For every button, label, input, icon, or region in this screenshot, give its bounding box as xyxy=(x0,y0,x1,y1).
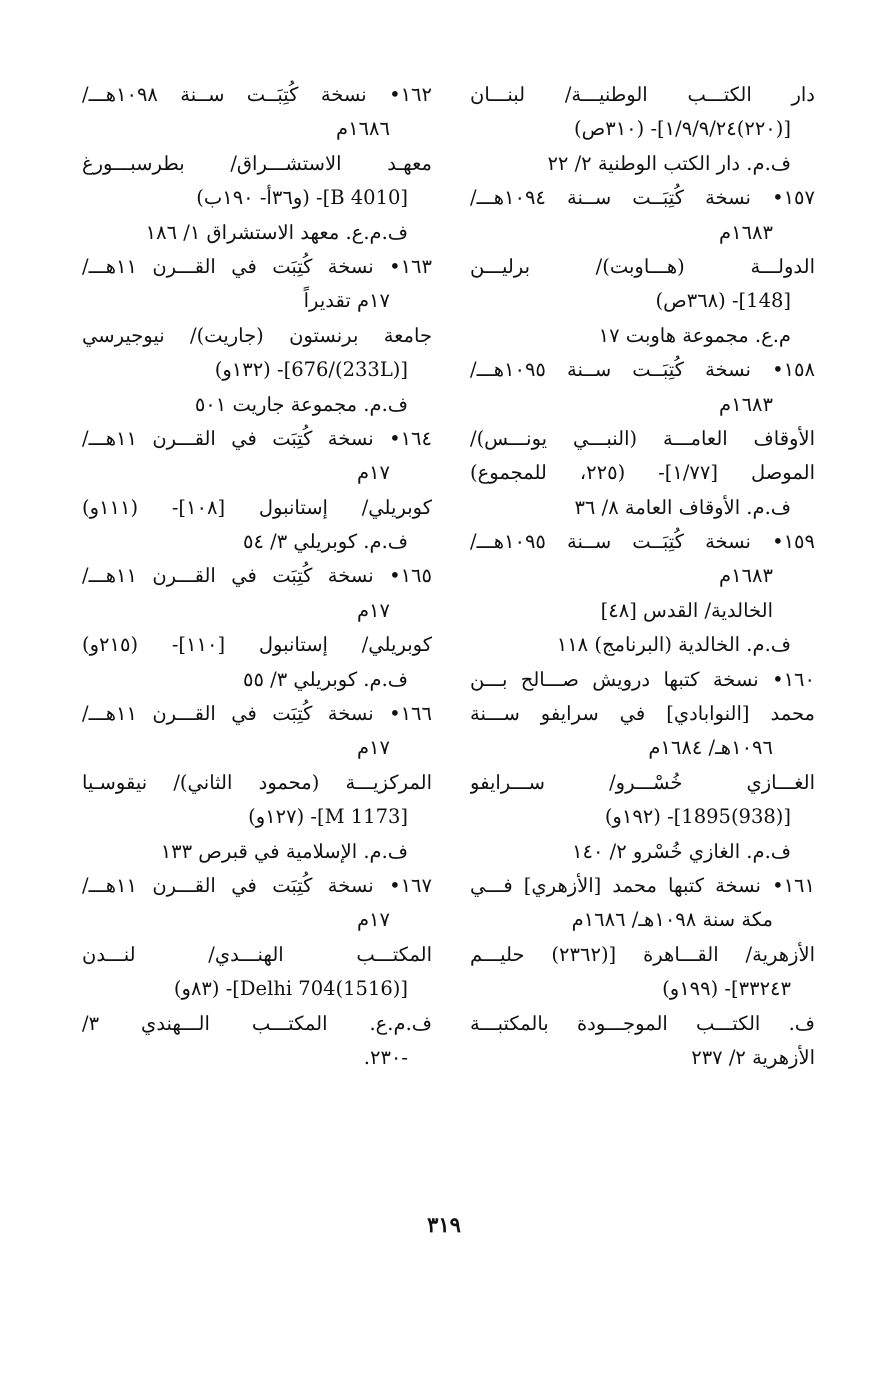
entry-heading: ١٥٨• نسخة كُتِبَــت ســنة ١٠٩٥هـــ/ xyxy=(470,358,815,382)
text-line: ف.م. الخالدية (البرنامج) ١١٨ xyxy=(556,633,791,657)
text-line: ١٧م xyxy=(356,598,390,622)
text-line: م.ع. مجموعة هاوبت ١٧ xyxy=(598,323,791,347)
text-line: [B 4010]- (و٣٦أ- ١٩٠ب) xyxy=(196,186,408,210)
text-line: محمد [النوابادي] في سرايفو ســـنة xyxy=(470,702,815,726)
text-line: كوبريلي/ إستانبول [١٠٨]- (١١١و) xyxy=(82,495,432,519)
text-line: ف.م.ع. معهد الاستشراق ١/ ١٨٦ xyxy=(145,220,408,244)
text-line: ١٦٨٣م xyxy=(719,392,773,416)
text-line: ف.م. كوبريلي ٣/ ٥٤ xyxy=(243,530,408,554)
text-line: [148]- (٣٦٨ص) xyxy=(655,289,791,313)
text-line: الخالدية/ القدس [٤٨] xyxy=(600,598,773,622)
text-line: الموصل [١/٧٧]- (٢٢٥، للمجموع) xyxy=(470,461,815,485)
entry-heading: ١٦٧• نسخة كُتِبَت في القـــرن ١١هـــ/ xyxy=(82,873,432,897)
text-line: ١٧م تقديراً xyxy=(303,289,390,313)
text-line: ١٦٨٣م xyxy=(719,564,773,588)
page-number: ٣١٩ xyxy=(427,1212,461,1237)
text-line: ف. الكتـــب الموجـــودة بالمكتبـــة xyxy=(470,1011,815,1035)
text-line: ١٦٨٦م xyxy=(336,117,390,141)
text-line: ف.م. دار الكتب الوطنية ٢/ ٢٢ xyxy=(547,151,791,175)
text-line: معهـد الاستشـــراق/ بطرسبـــورغ xyxy=(82,151,432,175)
entry-heading: ١٦٠• نسخة كتبها درويش صـــالح بـــن xyxy=(470,667,815,691)
text-line: ١٦٨٣م xyxy=(719,220,773,244)
text-line: ١٧م xyxy=(356,736,390,760)
text-line: المكتـــب الهنـــدي/ لنـــدن xyxy=(82,942,432,966)
text-line: [(1516)Delhi 704]- (٨٣و) xyxy=(173,977,408,1001)
text-line: ١٧م xyxy=(356,908,390,932)
text-line: المركزيـــة (محمود الثاني)/ نيقوسـيا xyxy=(82,770,432,794)
text-line: ف.م. مجموعة جاريت ٥٠١ xyxy=(194,392,408,416)
text-line: [(938)1895]- (١٩٢و) xyxy=(604,805,791,829)
text-line: ف.م. كوبريلي ٣/ ٥٥ xyxy=(243,667,408,691)
text-line: الدولـــة (هـــاوبت)/ برليـــن xyxy=(470,254,815,278)
text-line: ف.م.ع. المكتـــب الـــهندي ٣/ xyxy=(82,1011,432,1035)
text-line: [(233L)/676]- (١٣٢و) xyxy=(214,358,408,382)
text-line: ف.م. الإسلامية في قبرص ١٣٣ xyxy=(160,839,408,863)
entry-heading: ١٦٢• نسخة كُتِبَــت ســنة ١٠٩٨هـــ/ xyxy=(82,83,432,106)
text-line: [M 1173]- (١٢٧و) xyxy=(248,805,408,829)
entry-heading: ١٦١• نسخة كتبها محمد [الأزهري] فـــي xyxy=(470,873,815,897)
text-line: ف.م. الأوقاف العامة ٨/ ٣٦ xyxy=(574,495,791,519)
text-line: الأزهرية ٢/ ٢٣٧ xyxy=(691,1045,815,1069)
entry-heading: ١٦٣• نسخة كُتِبَت في القـــرن ١١هـــ/ xyxy=(82,254,432,278)
text-line: [(٢٢٠)١/٩/٩/٢٤]- (٣١٠ص) xyxy=(574,117,791,141)
text-line: الأوقاف العامـــة (النبـــي يونـــس)/ xyxy=(470,426,815,450)
text-line: ٣٣٢٤٣]- (١٩٩و) xyxy=(662,977,791,1001)
right-column xyxy=(470,78,815,1075)
entry-heading: ١٦٤• نسخة كُتِبَت في القـــرن ١١هـــ/ xyxy=(82,426,432,450)
entry-heading: ١٦٦• نسخة كُتِبَت في القـــرن ١١هـــ/ xyxy=(82,702,432,726)
text-line: -٢٣٠. xyxy=(363,1045,408,1069)
text-line: الغـــازي خُسْـــرو/ ســـرايفو xyxy=(470,770,815,794)
text-line: دار الكتـــب الوطنيـــة/ لبنـــان xyxy=(470,83,815,106)
text-line: كوبريلي/ إستانبول [١١٠]- (٢١٥و) xyxy=(82,633,432,657)
entry-heading: ١٥٧• نسخة كُتِبَــت ســنة ١٠٩٤هـــ/ xyxy=(470,186,815,210)
text-line: ف.م. الغازي خُسْرو ٢/ ١٤٠ xyxy=(572,839,791,863)
entry-heading: ١٦٥• نسخة كُتِبَت في القـــرن ١١هـــ/ xyxy=(82,564,432,588)
text-line: جامعة برنستون (جاريت)/ نيوجيرسي xyxy=(82,323,432,347)
text-line: ١٧م xyxy=(356,461,390,485)
left-column xyxy=(82,78,432,1075)
entry-heading: ١٥٩• نسخة كُتِبَــت ســنة ١٠٩٥هـــ/ xyxy=(470,530,815,554)
text-line: ١٠٩٦هـ/ ١٦٨٤م xyxy=(648,736,773,760)
text-line: مكة سنة ١٠٩٨هـ/ ١٦٨٦م xyxy=(571,908,773,932)
text-line: الأزهرية/ القـــاهرة [(٢٣٦٢) حليـــم xyxy=(470,942,815,966)
